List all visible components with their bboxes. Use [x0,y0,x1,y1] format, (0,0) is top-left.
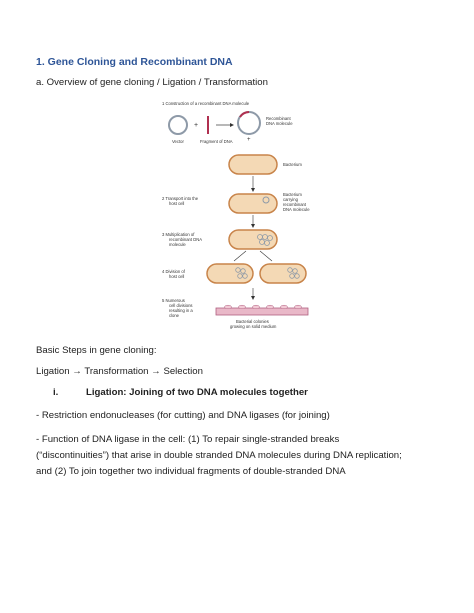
bacterium-cell-1 [229,155,277,174]
step2-label-1: 2 Transport into the [162,196,199,201]
gene-cloning-diagram [156,98,322,330]
step3-label-1: 3 Multiplication of [162,232,195,237]
function-line-1: - Function of DNA ligase in the cell: (1) To repair single-stranded breaks [36,434,340,445]
function-line-2: (“discontinuities”) that arise in double stranded DNA molecules during DNA replication; [36,450,402,461]
ligation-heading: Ligation: Joining of two DNA molecules together [86,387,308,398]
step4-label-1: 4 Division of [162,269,185,274]
step1-label: 1 Construction of a recombinant DNA molecule [162,101,250,106]
steps-sequence: Ligation → Transformation → Selection [36,366,203,377]
vector-label: Vector [172,139,184,144]
list-number: i. [53,387,59,398]
daughter-cell-right [260,264,306,283]
bacterium-cell-2 [229,194,277,213]
carrying-label-4: DNA molecule [283,207,310,212]
step5-label-3: resulting in a [169,308,193,313]
step5-label-2: cell divisions [169,303,193,308]
plus-sign-1: + [194,122,199,129]
bacterium-label: Bacterium [283,162,302,167]
basic-steps-label: Basic Steps in gene cloning: [36,345,157,356]
step5-label-4: clone [169,313,180,318]
step2-label-2: host cell [169,201,185,206]
carrying-label-2: carrying [283,197,298,202]
subheading: a. Overview of gene cloning / Ligation / Transformation [36,77,268,88]
function-line-3: and (2) To join together two individual fragments of double-stranded DNA [36,466,346,477]
plus-sign-2: + [247,137,251,143]
daughter-cell-left [207,264,253,283]
colonies-label-1: Bacterial colonies [236,319,269,324]
fragment-label-1: Fragment of DNA [200,139,233,144]
solid-medium-plate [216,308,308,315]
recombinant-label-1: Recombinant [266,116,291,121]
carrying-label-3: recombinant [283,202,307,207]
carrying-label-1: Bacterium [283,192,302,197]
restriction-line: - Restriction endonucleases (for cutting) and DNA ligases (for joining) [36,410,330,421]
bacterium-cell-3 [229,230,277,249]
colonies-label-2: growing on solid medium [230,324,277,329]
step4-label-2: host cell [169,274,185,279]
step3-label-2: recombinant DNA [169,237,203,242]
step3-label-3: molecule [169,242,186,247]
step5-label-1: 5 Numerous [162,298,185,303]
recombinant-label-2: DNA molecule [266,121,293,126]
section-heading: 1. Gene Cloning and Recombinant DNA [36,56,233,68]
